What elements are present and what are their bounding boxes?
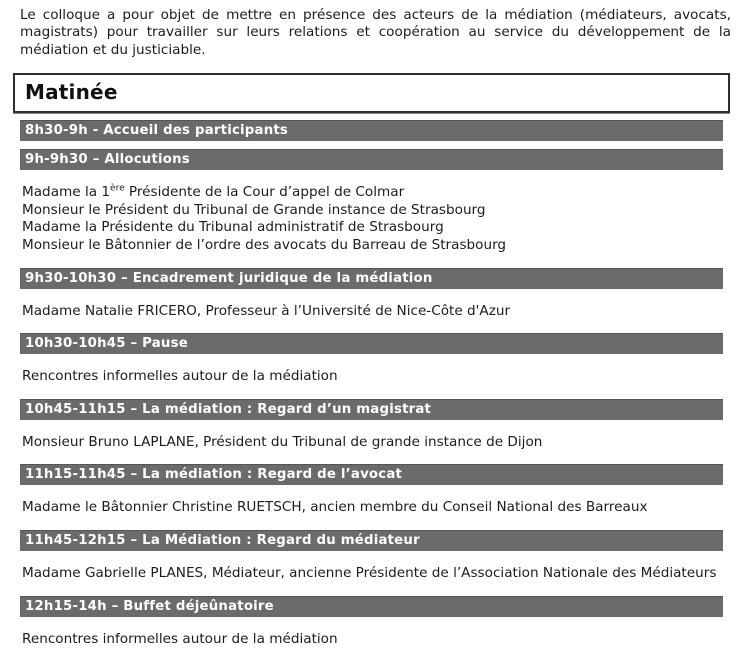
- ordinal-superscript: ère: [110, 183, 125, 194]
- session-title-bar: 8h30-9h - Accueil des participants: [20, 121, 723, 141]
- speaker-line-rest: Présidente de la Cour d’appel de Colmar: [124, 184, 405, 201]
- speaker-list: [22, 434, 723, 452]
- session-title-bar: 11h15-11h45 – La médiation : Regard de l’avocat: [20, 465, 723, 485]
- speaker-list: [22, 565, 723, 583]
- speaker-list: [22, 184, 723, 254]
- speaker-list: [22, 631, 723, 649]
- session-title-bar: 12h15-14h – Buffet déjeûnatoire: [20, 597, 723, 617]
- session-list: [20, 121, 723, 648]
- speaker-line: Monsieur le Bâtonnier de l’ordre des avocats du Barreau de Strasbourg: [22, 237, 507, 253]
- speaker-line: Rencontres informelles autour de la médiation: [22, 630, 338, 647]
- session-accueil: [20, 121, 723, 141]
- session-pause: [20, 334, 723, 386]
- intro-paragraph: Le colloque a pour objet de mettre en présence des acteurs de la médiation (médiateurs, avocats, magistrats) pour travailler sur leurs relations et coopération au service du développement de la médiation et du justiciable.: [20, 7, 731, 58]
- session-title-bar: 10h30-10h45 – Pause: [20, 334, 723, 354]
- session-title-bar: 10h45-11h15 – La médiation : Regard d’un magistrat: [20, 400, 723, 420]
- session-title-bar: 11h45-12h15 – La Médiation : Regard du médiateur: [20, 531, 723, 551]
- session-title-bar: 9h-9h30 – Allocutions: [20, 150, 723, 170]
- speaker-list: [22, 303, 723, 321]
- speaker-line: Madame Natalie FRICERO, Professeur à l’Université de Nice-Côte d'Azur: [22, 302, 511, 319]
- speaker-line: [22, 184, 723, 202]
- section-header-title: Matinée: [25, 80, 118, 105]
- session-regard-magistrat: [20, 400, 723, 452]
- session-encadrement-juridique: [20, 269, 723, 321]
- session-buffet: [20, 597, 723, 649]
- speaker-line: Monsieur Bruno LAPLANE, Président du Tribunal de grande instance de Dijon: [22, 433, 543, 450]
- speaker-line: Monsieur le Président du Tribunal de Grande instance de Strasbourg: [22, 201, 486, 218]
- speaker-list: [22, 368, 723, 386]
- speaker-line: Madame la Présidente du Tribunal administratif de Strasbourg: [22, 219, 444, 236]
- speaker-list: [22, 499, 723, 517]
- session-title-bar: 9h30-10h30 – Encadrement juridique de la médiation: [20, 269, 723, 289]
- section-header-box: [13, 73, 730, 113]
- session-regard-avocat: [20, 465, 723, 517]
- speaker-line: Madame le Bâtonnier Christine RUETSCH, ancien membre du Conseil National des Barreaux: [22, 499, 648, 516]
- speaker-line: Rencontres informelles autour de la médiation: [22, 368, 338, 385]
- speaker-line-prefix: Madame la 1: [22, 184, 111, 201]
- speaker-line: Madame Gabrielle PLANES, Médiateur, ancienne Présidente de l’Association Nationale des Médiateurs: [22, 564, 717, 581]
- session-regard-mediateur: [20, 531, 723, 583]
- session-allocutions: [20, 150, 723, 254]
